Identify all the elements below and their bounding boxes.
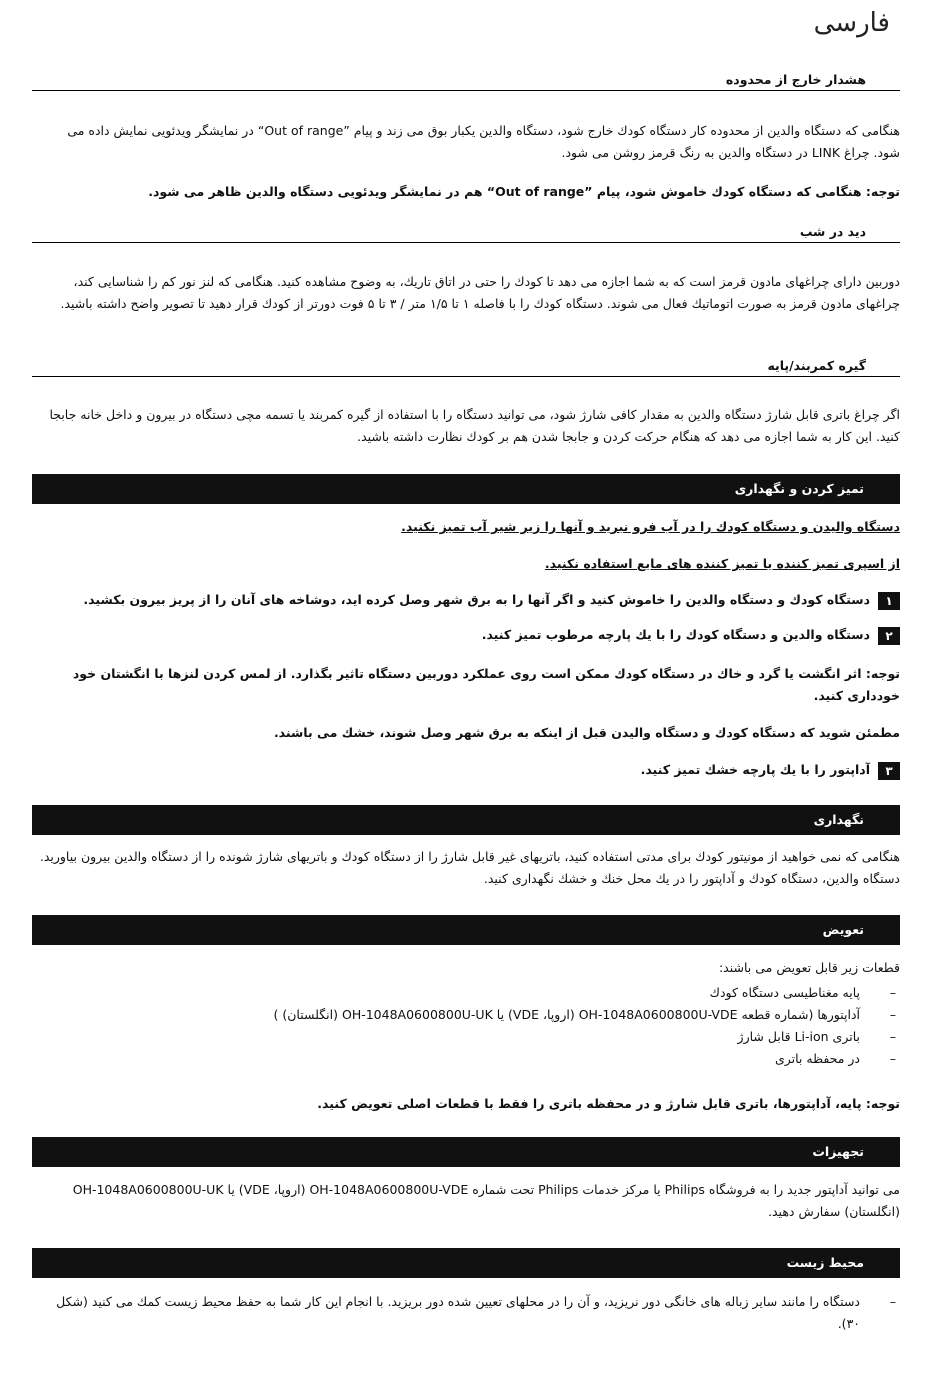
list-item-text: در محفظه باتری	[774, 1051, 860, 1066]
note: توجه: هنگامی كه دستگاه کودك خاموش شود، پیام ”Out of range“ هم در نمایشگر ویدئویی دستگاه والدین ظاهر می شود.	[148, 184, 900, 199]
note: توجه: پایه، آداپتورها، باتری قابل شارژ و در محفظه باتری را فقط با قطعات اصلی تعویض كنید.	[317, 1096, 900, 1111]
section-bar-environment	[32, 1248, 900, 1278]
language-heading: فارسی	[813, 8, 890, 38]
environment-list	[38, 1291, 900, 1335]
paragraph: دوربین دارای چراغهای مادون قرمز است که به شما اجازه می دهد تا كودك را حتی در اتاق تاریك، به وضوح مشاهده كنید. هنگامی كه لنز نور كم را شناسایی كند، چراغهای مادون قرمز به صورت اتوماتیك فعال می شوند. دستگاه كودك را با فاصله ۱ تا ۱/۵ متر / ۳ تا ۵ فوت دورتر از كودك قرار دهید تا تصویر واضح داشته باشید.	[60, 274, 900, 311]
parts-list	[38, 982, 900, 1070]
list-item: – آداپتورها (شماره قطعه OH-1048A0600800U-VDE (اروپا، VDE) یا OH-1048A0600800U-UK (انگلستان) )	[273, 1007, 896, 1022]
paragraph: مطمئن شوید كه دستگاه كودك و دستگاه والیدن قبل از اینكه به برق شهر وصل شوند، خشك می باشند.	[273, 725, 900, 740]
subsection-belt-clip	[32, 356, 900, 377]
paragraph: هنگامی كه نمی خواهید از مونیتور كودك برای مدتی استفاده كنید، باتریهای غیر قابل شارژ را از دستگاه كودك و باتریهای شارژ شونده را از دستگاه والدین بیرون بیاورید. دستگاه والدین، دستگاه كودك و آداپتور را در یك محل خنك و خشك نگهداری كنید.	[39, 849, 900, 886]
section-title: تعویض	[822, 922, 864, 937]
step-item	[38, 624, 900, 646]
list-item-text: آداپتورها (شماره قطعه OH-1048A0600800U-VDE (اروپا، VDE) یا OH-1048A0600800U-UK (انگلستان) )	[273, 1007, 860, 1022]
step-number: ۱	[878, 592, 900, 610]
divider	[32, 242, 900, 243]
paragraph: هنگامی که دستگاه والدین از محدوده کار دستگاه کودك خارج شود، دستگاه والدین یكبار بوق می زند و پیام ”Out of range“ در نمایشگر ویدئویی نمایش داده می شود. چراغ LINK در دستگاه والدین به رنگ قرمز روشن می شود.	[67, 123, 900, 160]
section-bar-storage	[32, 805, 900, 835]
warning-text: دستگاه والیدن و دستگاه كودك را در آب فرو نبرید و آنها را زیر شیر آب تمیز نكنید.	[401, 519, 900, 534]
step-text: آداپتور را با یك پارچه خشك تمیز كنید.	[640, 762, 870, 777]
section-title: نگهداری	[813, 812, 864, 827]
step-text: دستگاه كودك و دستگاه والدین را خاموش كنید و اگر آنها را به برق شهر وصل كرده اید، دوشاخه های آنان را از پریز بیرون بكشید.	[83, 592, 870, 607]
subsection-title: هشدار خارج از محدوده	[725, 72, 866, 87]
step-number: ۳	[878, 762, 900, 780]
warning-row	[38, 516, 900, 538]
paragraph: می توانید آداپتور جدید را به فروشگاه Philips یا مركز خدمات Philips تحت شماره OH-1048A0600800U-VDE (اروپا، VDE) یا OH-1048A0600800U-UK (انگلستان) سفارش دهید.	[72, 1182, 900, 1219]
subsection-out-of-range	[32, 70, 900, 91]
section-title: تمیز كردن و نگهداری	[734, 481, 864, 496]
list-item: – پایه مغناطیسی دستگاه كودك	[709, 985, 896, 1000]
section-title: محیط زیست	[786, 1255, 864, 1270]
subsection-night-vision	[32, 222, 900, 243]
divider	[32, 90, 900, 91]
step-item	[38, 589, 900, 611]
list-item-text: باتری Li-ion قابل شارژ	[737, 1029, 860, 1044]
section-bar-replacement	[32, 915, 900, 945]
warning-text: از اسپری تمیز كننده یا تمیز كننده های مایع استفاده نكنید.	[544, 556, 900, 571]
paragraph: اگر چراغ باتری قابل شارژ دستگاه والدین به مقدار كافی شارژ شود، می توانید دستگاه را با استفاده از گیره كمربند یا تسمه مچی دستگاه در بیرون و داخل خانه جابجا كنید. این كار به شما اجازه می دهد كه هنگام حرکت كردن و جابجا شدن هم بر كودك نظارت داشته باشید.	[49, 407, 900, 444]
section-title: تجهیزات	[812, 1144, 864, 1159]
manual-page	[32, 0, 900, 1383]
section-bar-cleaning	[32, 474, 900, 504]
divider	[32, 376, 900, 377]
list-item-text: پایه مغناطیسی دستگاه كودك	[709, 985, 860, 1000]
subsection-title: دید در شب	[799, 224, 866, 239]
note: توجه: اثر انگشت یا گرد و خاك در دستگاه كودك ممكن است روی عملكرد دوربین دستگاه تاثیر بگذارد. از لمس كردن لنزها با انگشتان خود خودداری كنید.	[72, 666, 900, 703]
paragraph: قطعات زیر قابل تعویض می باشند:	[718, 960, 900, 975]
subsection-title: گیره كمربند/پایه	[767, 358, 866, 373]
step-text: دستگاه والدین و دستگاه كودك را با یك پارچه مرطوب تمیز كنید.	[481, 627, 870, 642]
section-bar-accessories	[32, 1137, 900, 1167]
step-item	[38, 759, 900, 781]
warning-row	[38, 553, 900, 575]
list-item-text: دستگاه را مانند سایر زباله های خانگی دور نریزید، و آن را در محلهای تعیین شده دور بریزید. با انجام این كار شما به حفظ محیط زیست كمك می كنید (شكل ۳۰).	[56, 1294, 860, 1331]
list-item: – باتری Li-ion قابل شارژ	[737, 1029, 896, 1044]
list-item: – دستگاه را مانند سایر زباله های خانگی دور نریزید، و آن را در محلهای تعیین شده دور بریزید. با انجام این كار شما به حفظ محیط زیست كمك می كنید (شكل ۳۰).	[56, 1294, 896, 1331]
step-number: ۲	[878, 627, 900, 645]
list-item: – در محفظه باتری	[774, 1051, 896, 1066]
